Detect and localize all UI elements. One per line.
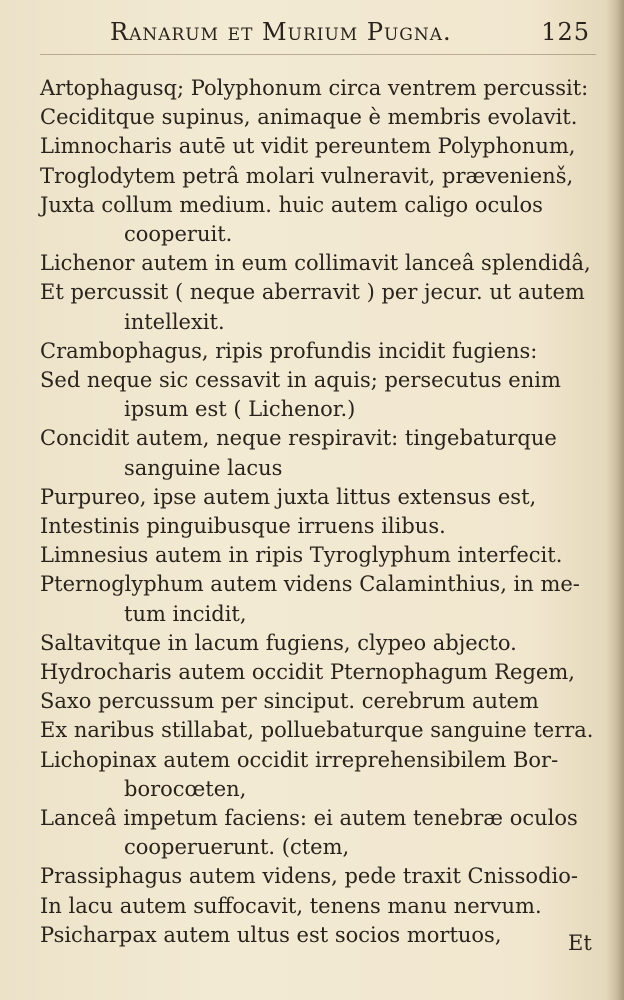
text-line: ipsum est ( Lichenor.) [124, 397, 356, 422]
text-line: Lichenor autem in eum collimavit lanceâ splendidâ, [40, 251, 591, 276]
page-number: 125 [541, 18, 590, 46]
text-line: Sed neque sic cessavit in aquis; persecutus enim [40, 368, 561, 392]
header-rule [40, 54, 596, 55]
text-line: Ex naribus stillabat, polluebaturque sanguine terra. [40, 718, 594, 743]
text-line: intellexit. [124, 309, 225, 334]
text-line: Et percussit ( neque aberravit ) per jecur. ut autem [40, 280, 585, 305]
text-line: Hydrocharis autem occidit Pternophagum Regem, [40, 660, 575, 684]
text-line: cooperuerunt. (ctem, [124, 835, 350, 860]
text-line: Limnesius autem in ripis Tyroglyphum interfecit. [40, 543, 563, 568]
text-line: Saxo percussum per sinciput. cerebrum autem [40, 689, 539, 714]
text-line: Artophagusq; Polyphonum circa ventrem percussit: [40, 76, 589, 100]
text-line: sanguine lacus [124, 455, 283, 480]
text-line: Concidit autem, neque respiravit: tingebaturque [40, 426, 557, 451]
text-line: Intestinis pinguibusque irruens ilibus. [40, 514, 446, 538]
page-edge-shadow [606, 0, 624, 1000]
text-line: Lanceâ impetum faciens: ei autem tenebræ oculos [40, 806, 578, 830]
text-line: Limnocharis autē ut vidit pereuntem Polyphonum, [40, 134, 576, 159]
text-line: Juxta collum medium. huic autem caligo oculos [40, 192, 543, 217]
text-line: Saltavitque in lacum fugiens, clypeo abjecto. [40, 630, 517, 655]
text-line: Psicharpax autem ultus est socios mortuos, [40, 922, 502, 947]
text-line: In lacu autem suffocavit, tenens manu nervum. [40, 893, 542, 918]
text-line: Troglodytem petrâ molari vulneravit, prævenienš, [40, 163, 574, 188]
text-line: Lichopinax autem occidit irreprehensibilem Bor- [40, 747, 559, 772]
text-line: Crambophagus, ripis profundis incidit fugiens: [40, 338, 538, 363]
running-title: Ranarum et Murium Pugna. [110, 18, 452, 46]
text-line: Purpureo, ipse autem juxta littus extensus est, [40, 484, 537, 509]
catchword: Et [568, 931, 592, 955]
running-header [110, 18, 590, 52]
text-line: borocœten, [124, 776, 247, 801]
text-line: tum incidit, [124, 601, 247, 626]
text-line: Prassiphagus autem videns, pede traxit Cnissodio- [40, 864, 578, 889]
text-line: Ceciditque supinus, animaque è membris evolavit. [40, 105, 578, 130]
text-line: cooperuit. [124, 222, 233, 246]
text-line: Pternoglyphum autem videns Calaminthius, in me- [40, 572, 580, 597]
